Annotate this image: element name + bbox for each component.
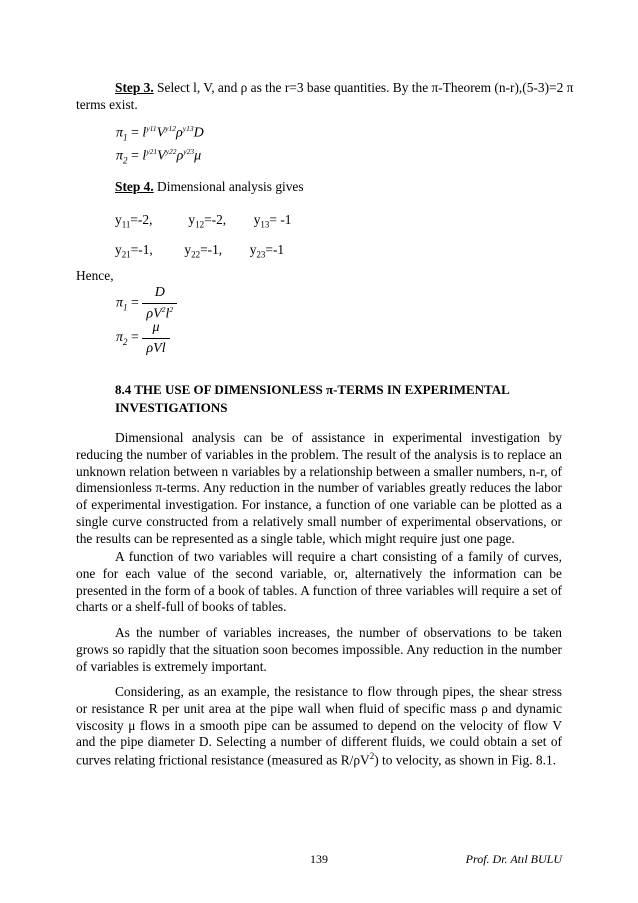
paragraph-3: As the number of variables increases, the number of observations to be taken grows so rapidly that the situation soon becomes impossible. Any reduction in the number of variables is extremely important. <box>76 625 562 674</box>
paragraph-2: A function of two variables will require a chart consisting of a family of curves, one for each value of the second variable, or, alternatively the information can be presented in the form of a book of tables. A function of three variables will require a set of charts or a shelf-full of books of tables. <box>76 549 562 615</box>
paragraph-4: Considering, as an example, the resistance to flow through pipes, the shear stress or resistance R per unit area at the pipe wall when fluid of specific mass ρ and dynamic viscosity μ flows in a smooth pipe can be assumed to depend on the velocity of flow V and the pipe diameter D. Selecting a number of different fluids, we could obtain a set of curves relating frictional resistance (measured as $R/\rho V^2$) to velocity, as shown in Fig. 8.1. <box>76 684 562 768</box>
step4-text: Dimensional analysis gives <box>153 179 304 194</box>
equation-pi1-result: $\pi_1$ = $\frac{D}{\rho V^2l^2}$ <box>116 284 177 323</box>
exponent-row-2 <box>115 242 284 261</box>
fraction-pi2: $\frac{\mu}{\text{ρVl}}$ <box>142 319 169 357</box>
equation-pi1-exponents: $\pi_1 = l^{y11}V^{y12}\rho^{y13}D$ <box>116 124 204 143</box>
step3-text: Select l, V, and ρ as the r=3 base quantities. By the π-Theorem (n-r),(5-3)=2 π <box>153 80 574 95</box>
exponent-value: $y_{21}=-1$, <box>115 242 153 260</box>
hence-text: Hence, <box>76 268 114 283</box>
step3-text-cont: terms exist. <box>76 96 138 112</box>
exponent-value: $y_{23}=-1$ <box>249 242 285 260</box>
exponent-value: $y_{12}=-2$, <box>188 212 227 230</box>
step3-paragraph <box>76 80 574 114</box>
page-number: 139 <box>310 852 328 866</box>
step4-paragraph <box>115 179 304 196</box>
fraction-pi1: $\frac{D}{\rho V^2l^2}$ <box>142 284 177 323</box>
exponent-row-1 <box>115 212 291 231</box>
footer-author: Prof. Dr. Atıl BULU <box>465 852 562 866</box>
exponent-value: $y_{11}=-2$, <box>115 212 153 230</box>
exponent-value: $y_{22}=-1$, <box>184 242 223 260</box>
exponent-value: $y_{13}= -1$ <box>253 212 292 230</box>
equation-pi2-exponents: $\pi_2 = l^{y21}V^{y22}\rho^{y23}\mu$ <box>116 147 202 166</box>
equation-pi2-result: $\pi_2$ = $\frac{\mu}{\text{ρVl}}$ <box>116 319 170 357</box>
paragraph-1: Dimensional analysis can be of assistance in experimental investigation by reducing the number of variables in the problem. The result of the analysis is to replace an unknown relation between n variables by a relationship between a smaller numbers, n-r, of dimensionless π-terms. Any reduction in the number of variables greatly reduces the labor of experimental investigation. For instance, a function of one variable can be plotted as a single curve constructed from a relatively small number of experimental observations, or the results can be represented as a single table, which might require just one page. <box>76 430 562 546</box>
step3-label: Step 3. <box>115 80 154 95</box>
section-heading: 8.4 THE USE OF DIMENSIONLESS π-TERMS IN EXPERIMENTAL INVESTIGATIONS <box>115 382 510 415</box>
step4-label: Step 4. <box>115 179 154 194</box>
